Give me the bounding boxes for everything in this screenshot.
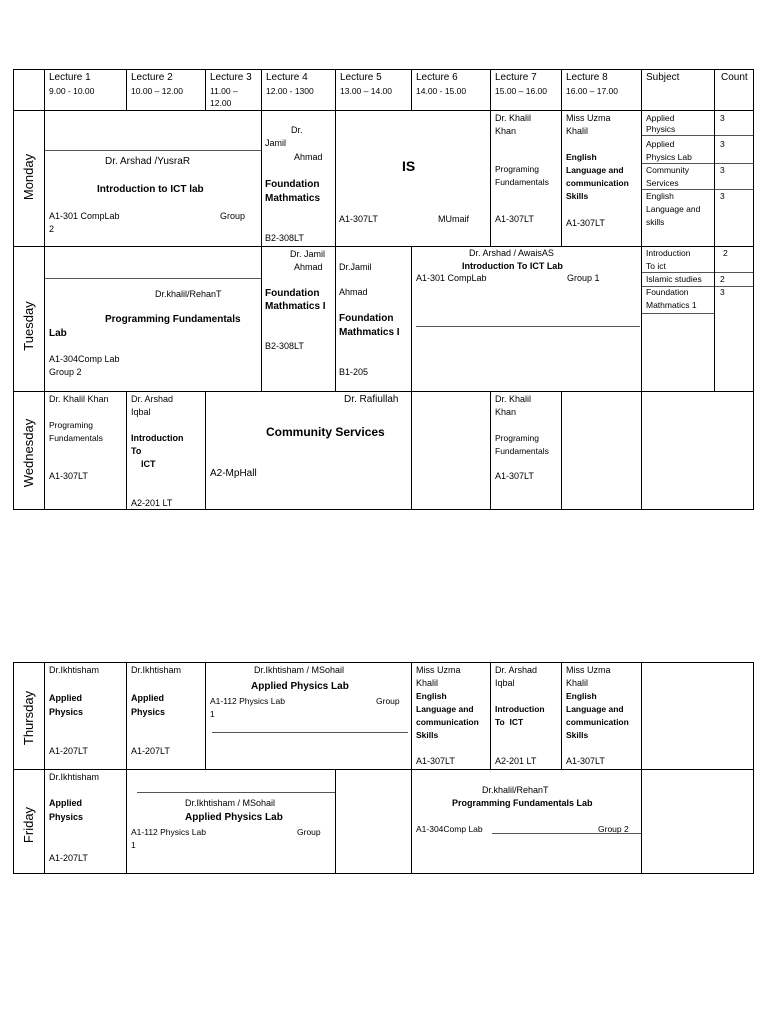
course-title: Foundation [265,179,320,190]
lecture-time: 15.00 – 16.00 [495,86,547,96]
teacher-name: Dr. Arshad / AwaisAS [469,248,554,258]
timetable-bottom [13,662,754,874]
day-label: Tuesday [21,301,36,351]
friday-physics [45,770,127,874]
course-title: Applied Physics Lab [185,812,283,823]
lecture-name: Lecture 3 [210,72,252,83]
room: B2-308LT [265,233,304,243]
room: B1-205 [339,367,369,377]
thursday-physics-lab [206,663,412,770]
room: A1-112 Physics Lab [210,696,285,706]
course-title: English [566,691,597,701]
header-lecture-2 [127,70,206,111]
course-title: Programing [49,420,93,430]
teacher-name: Dr. Khalil [495,394,532,404]
course-title: Foundation [265,288,320,299]
course-title: Mathmatics I [339,327,400,338]
friday-physics-lab [127,770,336,874]
wednesday-programing-7 [491,392,562,510]
room: A1-307LT [49,471,88,481]
room: A2-201 LT [495,756,537,766]
room: A1-301 CompLab [416,273,487,283]
subject-list [642,111,715,392]
course-title: Programing [495,433,539,443]
group: Group [297,827,321,837]
course-title: Introduction [495,704,545,714]
teacher-name: Dr. [291,125,303,135]
course-title: English [416,691,447,701]
lecture-name: Lecture 1 [49,72,91,83]
lecture-name: Lecture 4 [266,72,308,83]
course-title: Skills [566,191,589,201]
header-lecture-6 [412,70,491,111]
course-title: Programming Fundamentals Lab [452,798,593,808]
teacher-name: Dr.Ikhtisham [49,665,100,675]
group: 1 [131,840,136,850]
teacher-name: Miss Uzma [416,665,461,675]
group: Group 2 [598,824,629,834]
wednesday-empty-6 [412,392,491,510]
lecture-name: Lecture 6 [416,72,458,83]
course-title: communication [416,717,479,727]
group: Group [376,696,400,706]
course-title: Language and [416,704,474,714]
teacher-name: Dr.khalil/RehanT [155,289,222,299]
subject-name: Applied [646,113,675,123]
day-label: Thursday [21,690,36,746]
room: A2-MpHall [210,468,257,479]
wednesday-empty-8 [562,392,642,510]
subject-name: Foundation [646,287,689,297]
teacher-name: Iqbal [131,407,151,417]
teacher-name: Dr.Ikhtisham / MSohail [185,798,276,808]
group: 2 [49,224,55,234]
tuesday-foundation-math-5 [336,247,412,392]
teacher-name: Dr.Ikhtisham [49,772,100,782]
teacher-name: Dr. Arshad [131,394,174,404]
monday-is [336,111,491,247]
course-title: Foundation [339,313,394,324]
header-lecture-3 [206,70,262,111]
course-title: Language and [566,165,624,175]
day-cell-monday [14,111,45,247]
subject-name: Services [646,178,679,188]
teacher-name: Khalil [566,678,589,688]
tuesday-ict-lab [412,247,642,392]
header-lecture-7 [491,70,562,111]
room: A1-207LT [49,746,88,756]
course-title: To ICT [495,717,524,727]
teacher-name: Dr. Khalil Khan [49,394,109,404]
teacher-name: Dr. Jamil [290,249,326,259]
subject-header: Subject [646,72,680,83]
course-title: Mathmatics [265,193,321,204]
day-cell-tuesday [14,247,45,392]
wednesday-intro-ict [127,392,206,510]
subject-count: 3 [720,165,725,175]
course-title: Fundamentals [495,446,549,456]
teacher-name: Dr. Arshad [495,665,538,675]
header-lecture-8 [562,70,642,111]
room: A2-201 LT [131,498,173,508]
subject-count: 2 [720,274,725,284]
tuesday-prog-lab [45,247,262,392]
thursday-english-6 [412,663,491,770]
room: A1-307LT [416,756,455,766]
room: A1-207LT [131,746,170,756]
group: Group 2 [49,367,82,377]
teacher-name: Khan [495,407,517,417]
group: Group 1 [567,273,600,283]
room: A1-304Comp Lab [416,824,483,834]
subject-name: Community [646,165,689,175]
header-lecture-5 [336,70,412,111]
teacher-name: Dr.Ikhtisham [131,665,182,675]
header-subject [642,70,715,111]
day-label: Monday [21,153,36,201]
room: A1-307LT [339,214,378,224]
count-list [715,111,754,392]
wednesday-empty-subject [642,392,754,510]
teacher-name: Miss Uzma [566,113,611,123]
room: A1-301 CompLab [49,211,120,221]
room: A1-307LT [495,214,534,224]
subject-name: Physics Lab [646,152,692,162]
wednesday-programing [45,392,127,510]
subject-name: Language and [646,204,701,214]
teacher-name: Dr. Rafiullah [344,394,399,405]
thursday-physics-1 [45,663,127,770]
teacher-name: Khan [495,126,517,136]
course-title: Applied Physics Lab [251,681,349,692]
course-title: Physics [131,707,166,717]
room: A1-207LT [49,853,88,863]
course-title: Applied [49,798,82,808]
lecture-time: 12.00 - 1300 [266,86,314,96]
lecture-time: 13.00 – 14.00 [340,86,392,96]
subject-name: Physics [646,124,676,134]
course-title: Physics [49,707,84,717]
course-title: Applied [131,693,164,703]
room: A1-307LT [566,756,605,766]
room: B2-308LT [265,341,304,351]
teacher-name: Khalil [416,678,439,688]
course-title: communication [566,178,629,188]
course-title: IS [402,158,416,174]
teacher-name: Jamil [265,138,287,148]
room: A1-112 Physics Lab [131,827,206,837]
lecture-time: 10.00 – 12.00 [131,86,183,96]
teacher-name: Miss Uzma [566,665,611,675]
course-title: Community Services [266,425,385,439]
header-lecture-4 [262,70,336,111]
course-title: To [131,446,142,456]
friday-empty-subject [642,770,754,874]
teacher-name: Dr.khalil/RehanT [482,785,549,795]
course-title: Fundamentals [495,177,549,187]
teacher-name: Iqbal [495,678,515,688]
course-title: Skills [566,730,589,740]
friday-empty-5 [336,770,412,874]
teacher-name: Dr. Arshad /YusraR [105,156,191,167]
teacher-name: Dr. Khalil [495,113,532,123]
subject-name: To ict [646,261,666,271]
lecture-time: 16.00 – 17.00 [566,86,618,96]
subject-name: Applied [646,139,675,149]
course-title: Fundamentals [49,433,103,443]
subject-name: Islamic studies [646,274,702,284]
day-label: Wednesday [21,418,36,488]
teacher-name: Ahmad [294,262,323,272]
monday-english [562,111,642,247]
day-cell-friday [14,770,45,874]
course-title: Language and [566,704,624,714]
teacher-name: Dr.Jamil [339,262,372,272]
course-title: communication [566,717,629,727]
wednesday-community [206,392,412,510]
course-title: Introduction To ICT Lab [462,261,563,271]
header-day-cell [14,70,45,111]
group: Group [220,211,246,221]
subject-count: 3 [720,191,725,201]
count-header: Count [721,72,748,83]
group: 1 [210,709,215,719]
course-title: English [566,152,597,162]
subject-name: Introduction [646,248,691,258]
room: A1-307LT [566,218,605,228]
course-title: Skills [416,730,439,740]
day-label: Friday [21,806,36,844]
header-count [715,70,754,111]
lecture-time: 14.00 - 15.00 [416,86,467,96]
friday-prog-lab [412,770,642,874]
thursday-english-8 [562,663,642,770]
subject-name: skills [646,217,665,227]
course-title: Introduction [131,433,184,443]
thursday-intro-ict [491,663,562,770]
lecture-name: Lecture 7 [495,72,537,83]
lecture-name: Lecture 2 [131,72,173,83]
teacher-name: Dr.Ikhtisham / MSohail [254,665,345,675]
subject-count: 3 [720,287,725,297]
course-title: Programming Fundamentals [105,314,241,325]
course-title: Lab [49,328,67,339]
lecture-time: 9.00 - 10.00 [49,86,95,96]
teacher-name: Khalil [566,126,589,136]
timetable-top [13,69,754,510]
lecture-time: 12.00 [210,98,232,108]
thursday-empty-subject [642,663,754,770]
subject-count: 3 [720,139,725,149]
day-cell-wednesday [14,392,45,510]
subject-count: 3 [720,113,725,123]
room: A1-307LT [495,471,534,481]
room: A1-304Comp Lab [49,354,120,364]
monday-programing [491,111,562,247]
course-title: ICT [141,459,156,469]
subject-name: English [646,191,674,201]
course-title: Programing [495,164,539,174]
subject-count: 2 [723,248,728,258]
day-cell-thursday [14,663,45,770]
lecture-name: Lecture 8 [566,72,608,83]
teacher-name: Ahmad [339,287,368,297]
course-title: Applied [49,693,82,703]
monday-ict-lab [45,111,262,247]
course-title: Introduction to ICT lab [97,184,204,195]
thursday-physics-2 [127,663,206,770]
course-title: Mathmatics I [265,301,326,312]
header-lecture-1 [45,70,127,111]
teacher-name: MUmaif [438,214,469,224]
lecture-name: Lecture 5 [340,72,382,83]
teacher-name: Ahmad [294,152,323,162]
monday-foundation-math [262,111,336,247]
tuesday-foundation-math-4 [262,247,336,392]
lecture-time: 11.00 – [210,86,238,96]
course-title: Physics [49,812,84,822]
subject-name: Mathmatics 1 [646,300,697,310]
